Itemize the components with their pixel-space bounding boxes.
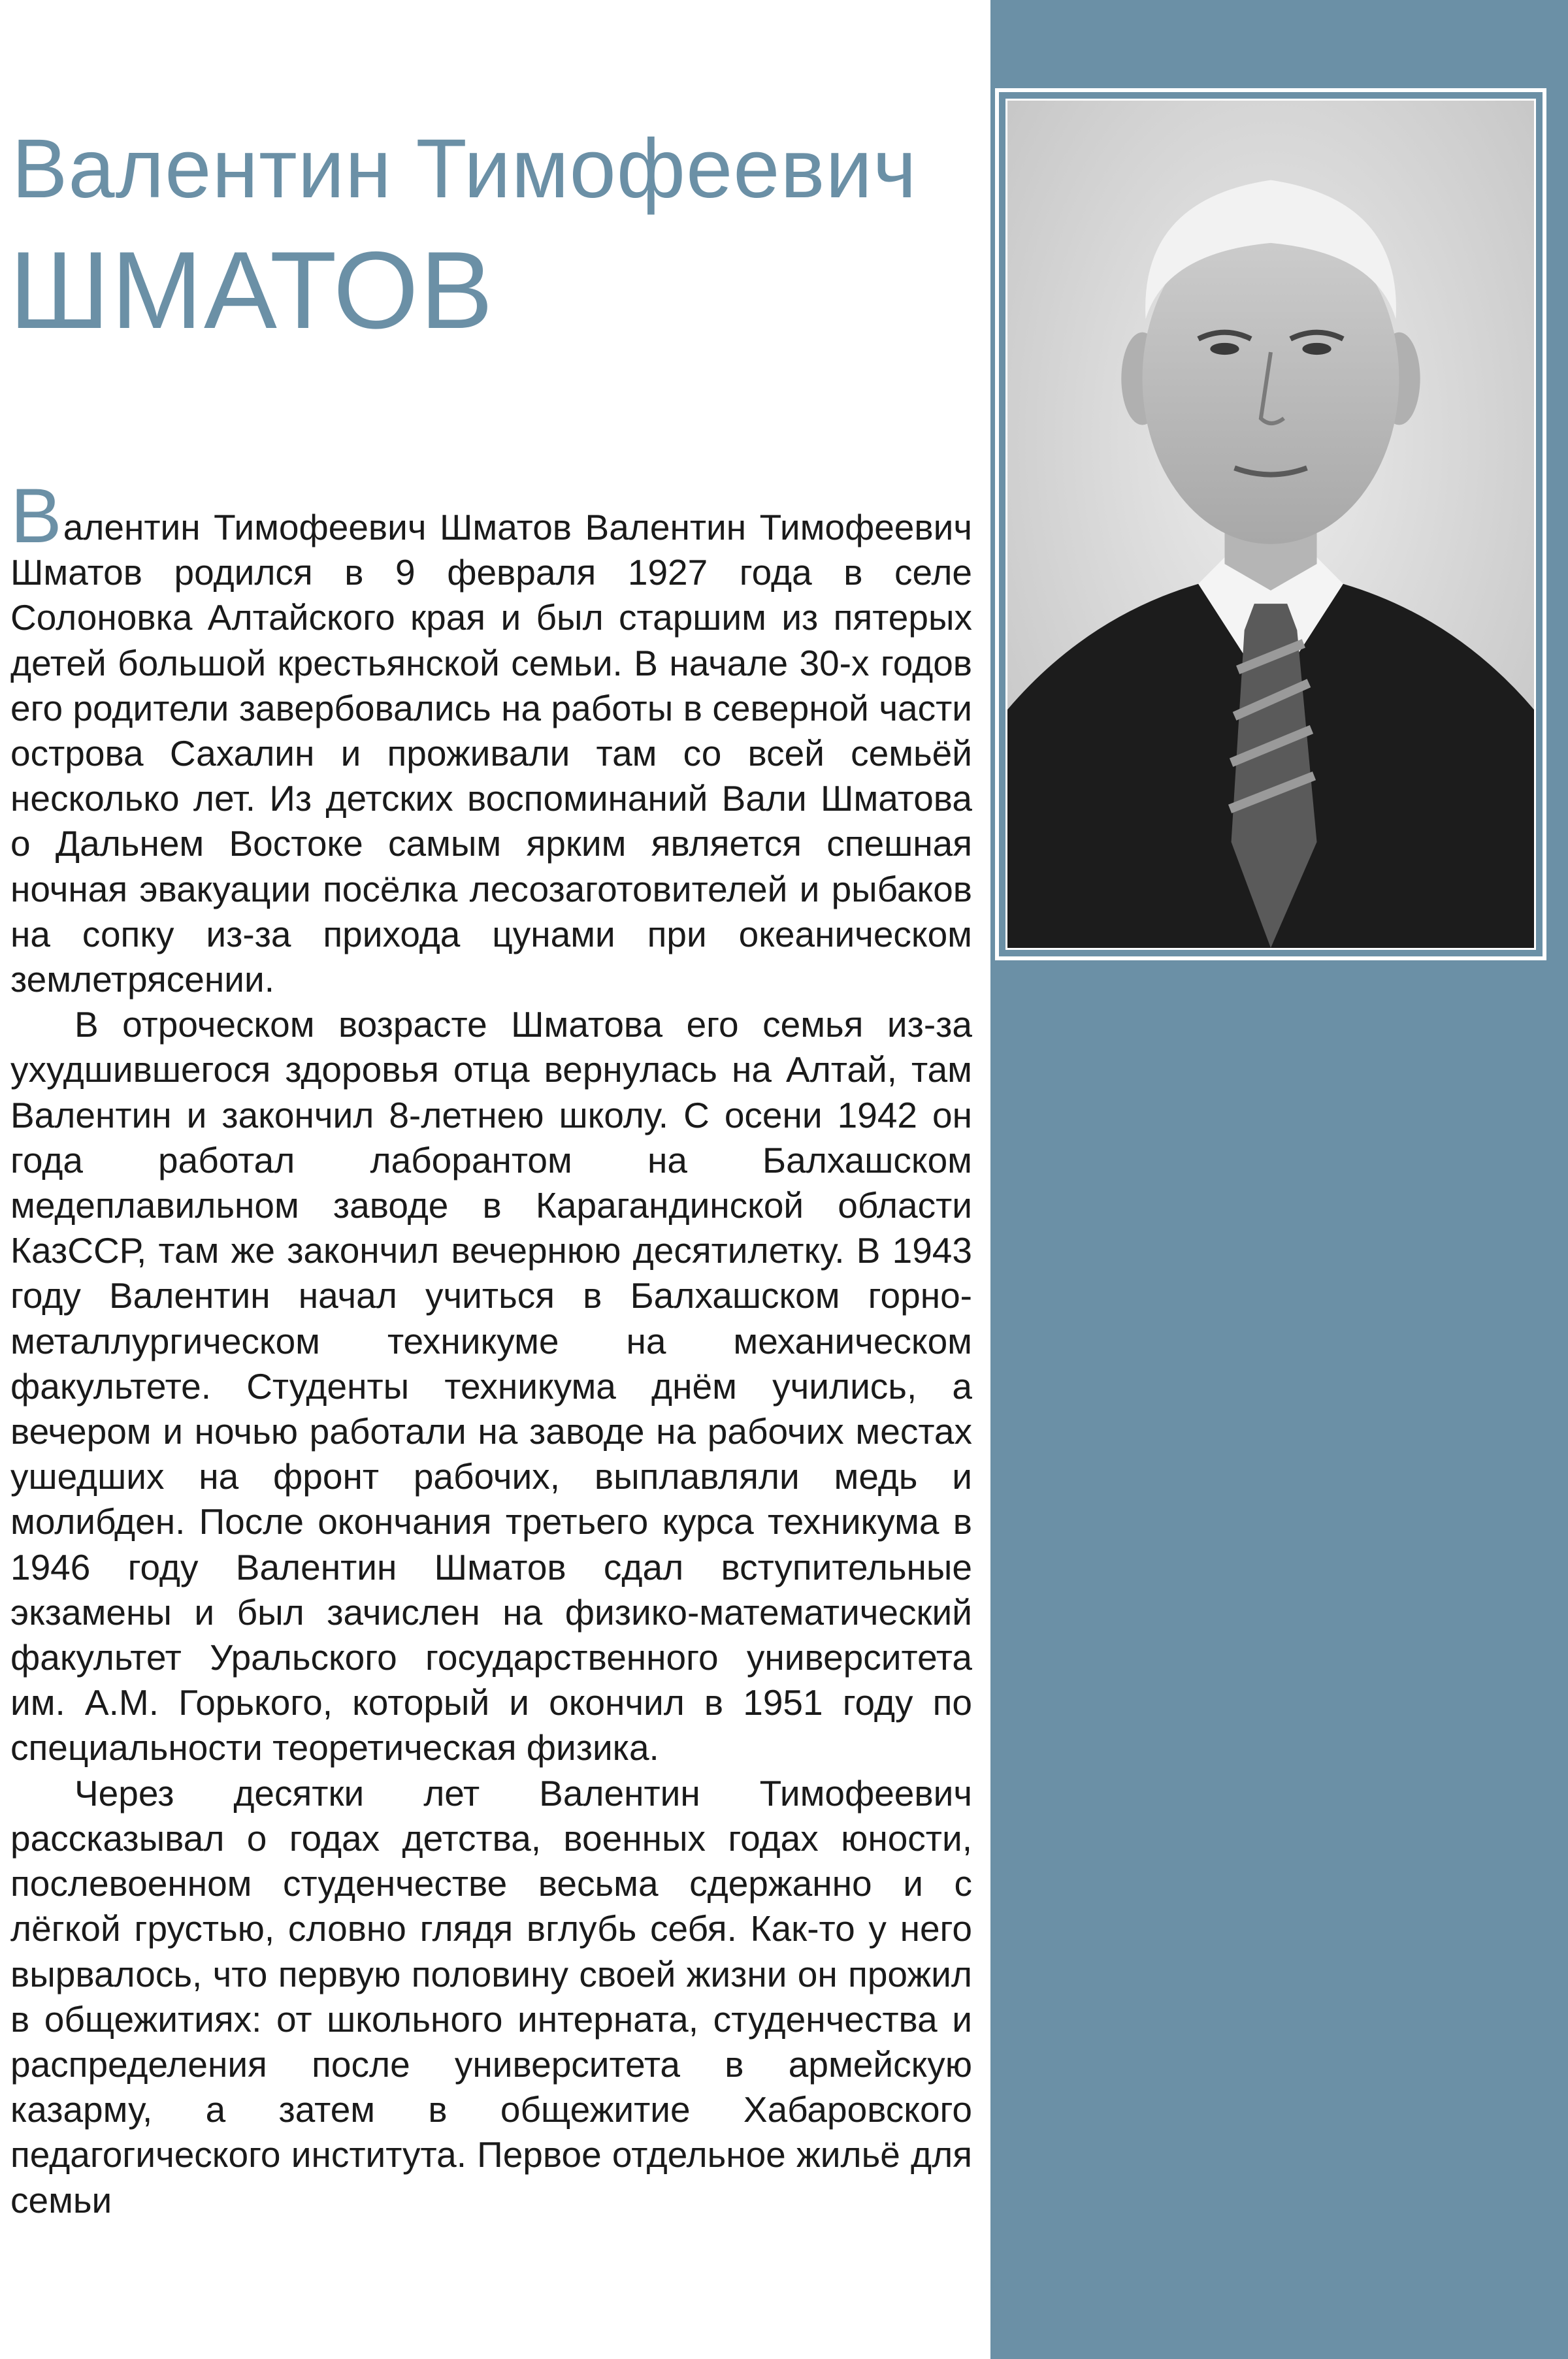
paragraph-1-text: алентин Тимофеевич Шматов Валентин Тимофеевич Шматов родился в 9 февраля 1927 года в селе Солоновка Алтайского края и был старшим из пятерых детей большой крестьянской семьи. В начале 30-х годов его родители завербовались на работы в северной части острова Сахалин и проживали там со всей семьёй несколько лет. Из детских воспоминаний Вали Шматова о Дальнем Востоке самым ярким является спешная ночная эвакуации посёлка лесозаготовителей и рыбаков на сопку из-за прихода цунами при океаническом землетрясении. (10, 507, 972, 1000)
paragraph-1 (10, 473, 972, 1002)
paragraph-2: В отроческом возрасте Шматова его семья из-за ухудшившегося здоровья отца вернулась на Алтай, там Валентин и закончил 8-летнею школу. С осени 1942 он года работал лаборантом на Балхашском медеплавильном заводе в Карагандинской области КазССР, там же закончил вечернюю десятилетку. В 1943 году Валентин начал учиться в Балхашском горно-металлургическом техникуме на механическом факультете. Студенты техникума днём учились, а вечером и ночью работали на заводе на рабочих местах ушедших на фронт рабочих, выплавляли медь и молибден. После окончания третьего курса техникума в 1946 году Валентин Шматов сдал вступительные экзамены и был зачислен на физико-математический факультет Уральского государственного университета им. А.М. Горького, который и окончил в 1951 году по специальности теоретическая физика. (10, 1004, 972, 1768)
drop-cap: В (10, 473, 62, 559)
portrait-photo-icon (1005, 99, 1536, 950)
portrait-frame (995, 88, 1546, 960)
biography-article (10, 473, 972, 2223)
person-given-names: Валентин Тимофеевич (12, 122, 917, 216)
person-surname: ШМАТОВ (9, 229, 495, 351)
paragraph-3: Через десятки лет Валентин Тимофеевич рассказывал о годах детства, военных годах юности, послевоенном студенчестве весьма сдержанно и с лёгкой грустью, словно глядя вглубь себя. Как-то у него вырвалось, что первую половину своей жизни он прожил в общежитиях: от школьного интерната, студенчества и распределения после университета в армейскую казарму, а затем в общежитие Хабаровского педагогического института. Первое отдельное жильё для семьи (10, 1772, 972, 2221)
